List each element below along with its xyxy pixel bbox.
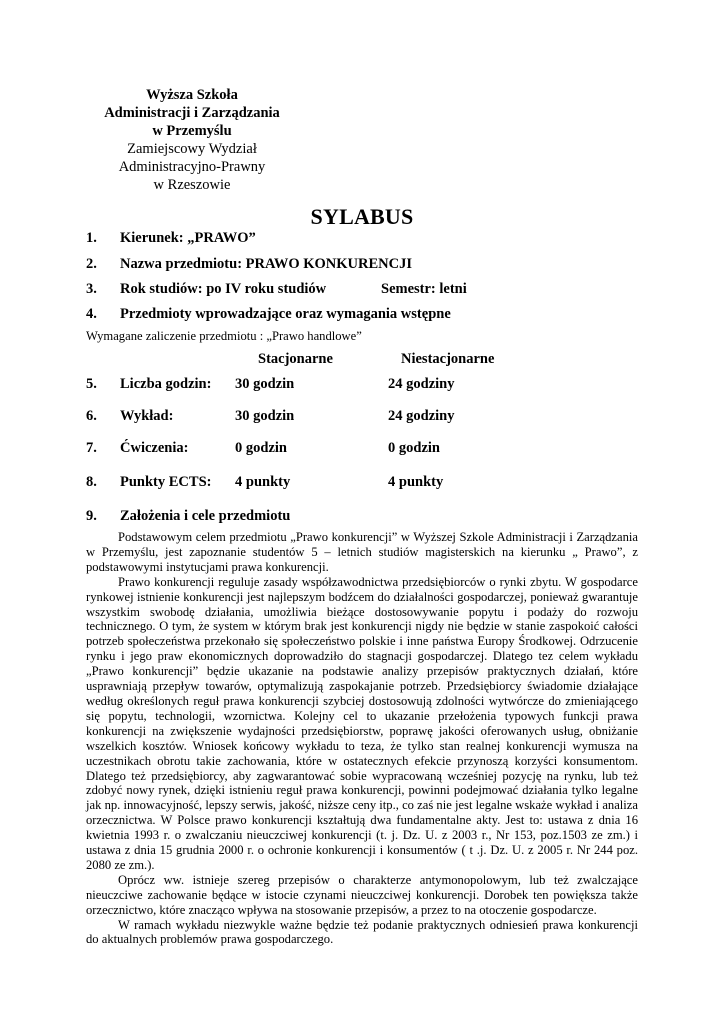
header-line-5: Administracyjno-Prawny <box>118 159 266 175</box>
institution-header <box>86 86 298 194</box>
hours-row-7-nonstationary: 0 godzin <box>388 440 440 456</box>
header-line-1: Wyższa Szkoła <box>146 87 238 103</box>
hours-row-7-number: 7. <box>86 440 97 456</box>
requirement-text: Wymagane zaliczenie przedmiotu : „Prawo handlowe” <box>86 329 362 343</box>
hours-row-8-nonstationary: 4 punkty <box>388 474 444 490</box>
item-1-number: 1. <box>86 230 97 246</box>
hours-row-6-label: Wykład: <box>120 408 174 424</box>
hours-row-5-stationary: 30 godzin <box>235 376 295 392</box>
document-title: SYLABUS <box>310 204 414 229</box>
hours-row-8-number: 8. <box>86 474 97 490</box>
hours-row-5-number: 5. <box>86 376 97 392</box>
item-1-label: Kierunek: „PRAWO” <box>120 230 256 246</box>
column-stationary: Stacjonarne <box>258 351 333 367</box>
hours-row-6-number: 6. <box>86 408 97 424</box>
header-line-6: w Rzeszowie <box>153 177 231 193</box>
hours-row-5-label: Liczba godzin: <box>120 376 212 392</box>
section-9-body <box>86 530 638 947</box>
hours-row-8-label: Punkty ECTS: <box>120 474 212 490</box>
column-nonstationary: Niestacjonarne <box>401 351 495 367</box>
semester-label: Semestr: letni <box>381 281 467 297</box>
item-2-number: 2. <box>86 256 97 272</box>
hours-row-7-label: Ćwiczenia: <box>120 440 189 456</box>
paragraph-1: Podstawowym celem przedmiotu „Prawo konkurencji” w Wyższej Szkole Administracji i Zarządzania w Przemyślu, jest zapoznanie studentów 5 – letnich studiów magisterskich na kierunku „ Prawo”, z podstawowymi instytucjami prawa konkurencji. <box>86 530 638 574</box>
item-2-label: Nazwa przedmiotu: PRAWO KONKURENCJI <box>120 256 412 272</box>
hours-row-8-stationary: 4 punkty <box>235 474 291 490</box>
item-4-number: 4. <box>86 306 97 322</box>
paragraph-3: Oprócz ww. istnieje szereg przepisów o charakterze antymonopolowym, lub też zwalczające nieuczciwe zachowanie będące w istocie czynami nieuczciwej konkurencji. Dorobek ten powiększa także orzecznictwo, które znacząco wpływa na stosowanie przepisów, a przez to na otoczenie gospodarcze. <box>86 872 638 917</box>
header-line-4: Zamiejscowy Wydział <box>127 141 257 157</box>
paragraph-2: Prawo konkurencji reguluje zasady współzawodnictwa przedsiębiorców o rynki zbytu. W gospodarce rynkowej istnienie konkurencji jest najlepszym bodźcem do działalności gospodarczej, ponieważ gwarantuje wszystkim swobodę działania, umożliwia bieżące dostosowywanie popytu i podaży do rozwoju technicznego. O tym, że system w którym brak jest konkurencji nigdy nie będzie w stanie zaspokoić całości potrzeb społeczeństwa przekonało się społeczeństwo polskie i inne państwa Europy Środkowej. Odrzucenie rynku i jego praw ekonomicznych doprowadziło do stagnacji gospodarczej. Dlatego tez celem wykładu „Prawo konkurencji” będzie ukazanie na podstawie analizy przepisów praktycznych działań, które usprawniają przepływ towarów, optymalizują zaspokajanie potrzeb. Przedsiębiorcy świadomie działające według określonych reguł prawa konkurencji szybciej dostosowują zdolności wytwórcze do zmieniającego się popytu, technologii, wzornictwa. Kolejny cel to ukazanie przełożenia typowych funkcji prawa konkurencji na zwiększenie wydajności przedsiębiorstw, poprawę jakości oferowanych usług, obniżanie wszelkich kosztów. Wniosek końcowy wykładu to teza, że tylko stan realnej konkurencji wymusza na uczestnikach obrotu takie zachowania, które w ostatecznych efekcie przynoszą korzyści konsumentom. Dlatego też przedsiębiorcy, aby zagwarantować sobie wypracowaną wcześniej pozycję na rynku, lub też zdobyć nowy rynek, dzięki istnieniu reguł prawa konkurencji, powinni podejmować działania tylko legalne jak np. innowacyjność, lepszy serwis, jakość, niższe ceny itp., co zaś nie jest legalne wskaże wykład i analiza orzecznictwa. W Polsce prawo konkurencji kształtują dwa fundamentalne akty. Jest to: ustawa z dnia 16 kwietnia 1993 r. o zwalczaniu nieuczciwej konkurencji (t. j. Dz. U. z 2003 r., Nr 153, poz.1503 ze zm.) i ustawa z dnia 15 grudnia 2000 r. o ochronie konkurencji i konsumentów ( t .j. Dz. U. z 2005 r. Nr 244 poz. 2080 ze zm.). <box>86 574 638 872</box>
item-3-label: Rok studiów: po IV roku studiów <box>120 281 327 297</box>
item-4-label: Przedmioty wprowadzające oraz wymagania wstępne <box>120 306 451 322</box>
item-3-number: 3. <box>86 281 97 297</box>
header-line-2: Administracji i Zarządzania <box>104 105 280 121</box>
hours-row-7-stationary: 0 godzin <box>235 440 287 456</box>
hours-row-6-nonstationary: 24 godziny <box>388 408 455 424</box>
section-9-label: Założenia i cele przedmiotu <box>120 508 291 524</box>
header-line-3: w Przemyślu <box>152 123 232 139</box>
hours-row-5-nonstationary: 24 godziny <box>388 376 455 392</box>
section-9-number: 9. <box>86 508 97 524</box>
hours-row-6-stationary: 30 godzin <box>235 408 295 424</box>
paragraph-4: W ramach wykładu niezwykle ważne będzie też podanie praktycznych odniesień prawa konkurencji do aktualnych problemów prawa gospodarczego. <box>86 917 638 947</box>
